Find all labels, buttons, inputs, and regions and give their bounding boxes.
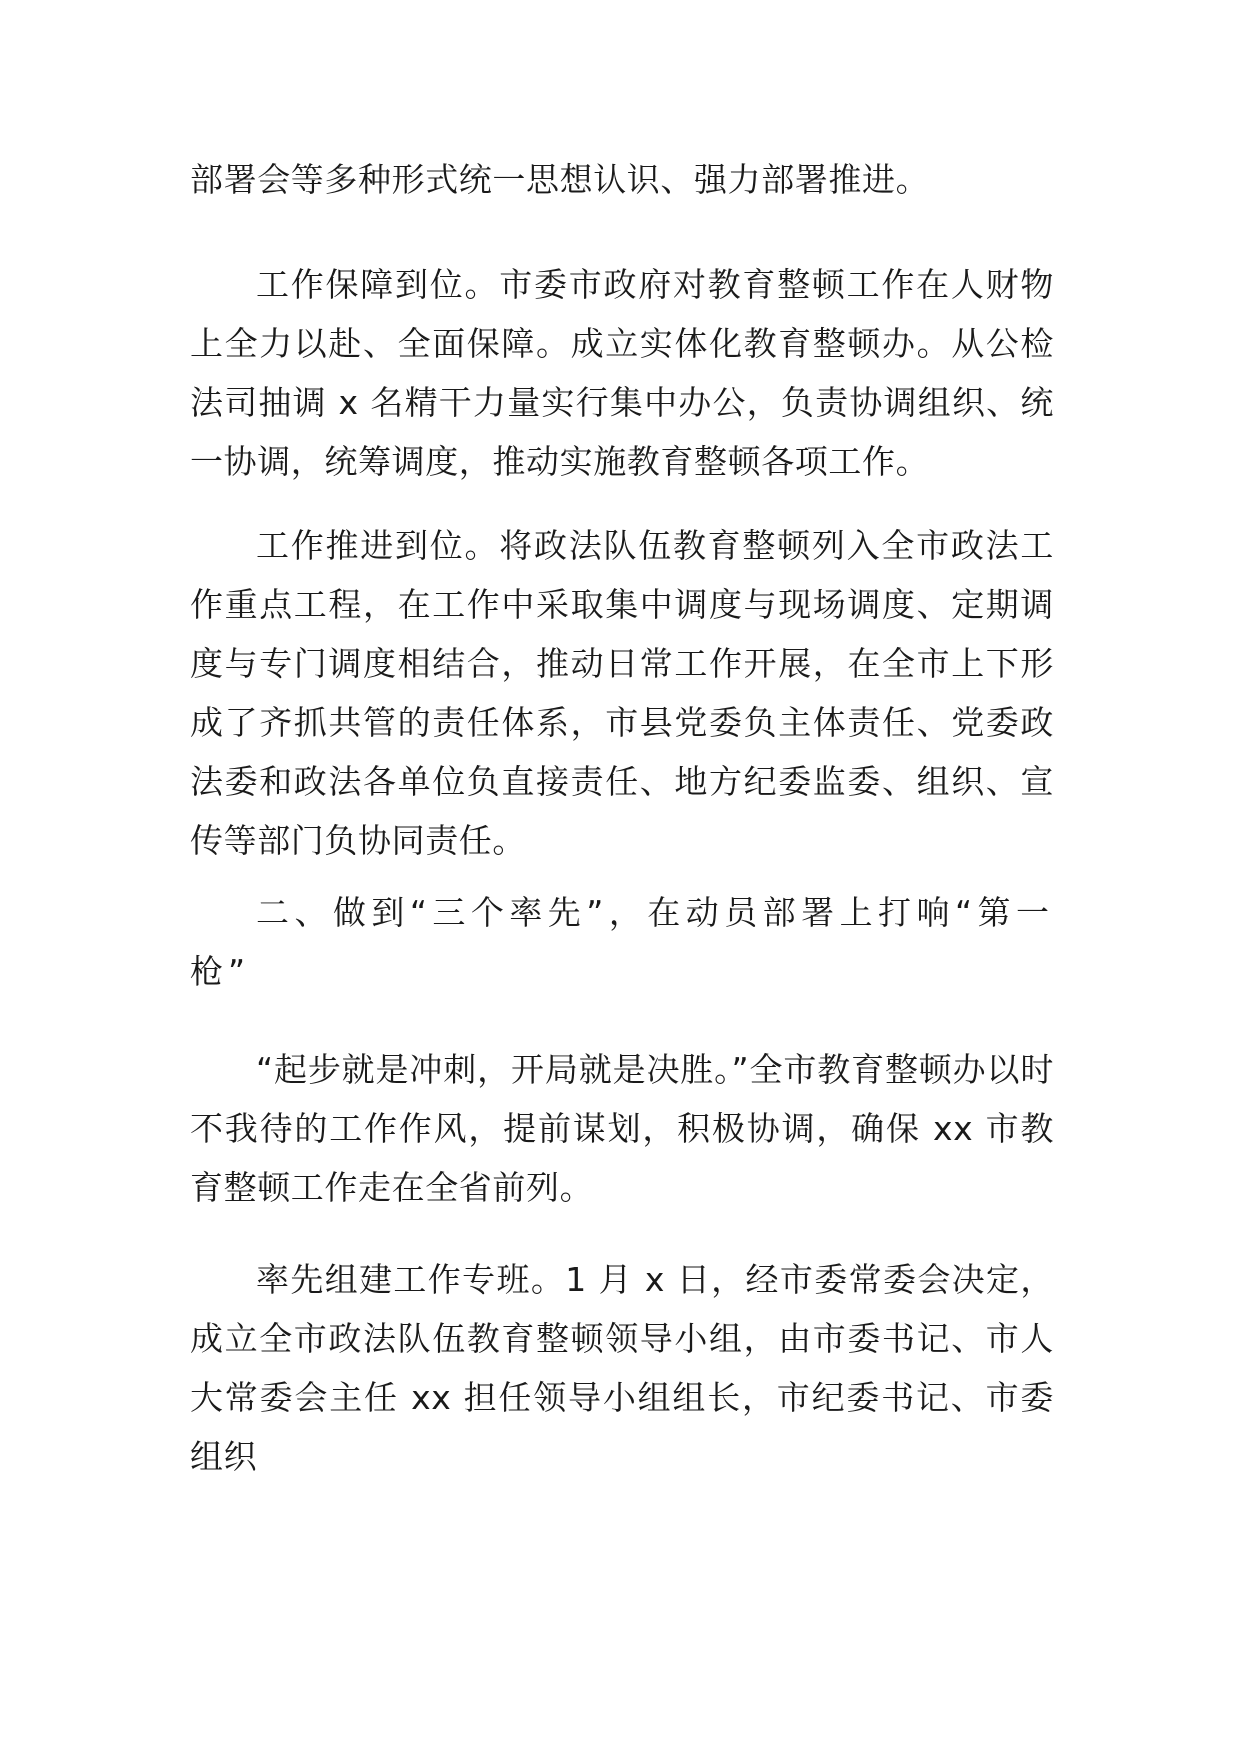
paragraph-start-sprint: “起步就是冲刺，开局就是决胜。”全市教育整顿办以时不我待的工作作风，提前谋划，积极协调，确保 xx 市教育整顿工作走在全省前列。 xyxy=(190,1050,1054,1207)
paragraph-continuation: 部署会等多种形式统一思想认识、强力部署推进。 xyxy=(190,160,930,199)
paragraph-work-guarantee: 工作保障到位。市委市政府对教育整顿工作在人财物上全力以赴、全面保障。成立实体化教育整顿办。从公检法司抽调 x 名精干力量实行集中办公，负责协调组织、统一协调，统筹调度，推动实施教育整顿各项工作。 xyxy=(190,265,1054,481)
paragraph-work-progress: 工作推进到位。将政法队伍教育整顿列入全市政法工作重点工程，在工作中采取集中调度与现场调度、定期调度与专门调度相结合，推动日常工作开展，在全市上下形成了齐抓共管的责任体系，市县党委负主体责任、党委政法委和政法各单位负直接责任、地方纪委监委、组织、宣传等部门负协同责任。 xyxy=(190,526,1054,860)
section-heading-two: 二、做到“三个率先”，在动员部署上打响“第一枪” xyxy=(190,893,1054,991)
paragraph-task-force: 率先组建工作专班。1 月 x 日，经市委常委会决定，成立全市政法队伍教育整顿领导小组，由市委书记、市人大常委会主任 xx 担任领导小组组长，市纪委书记、市委组织 xyxy=(190,1260,1054,1476)
